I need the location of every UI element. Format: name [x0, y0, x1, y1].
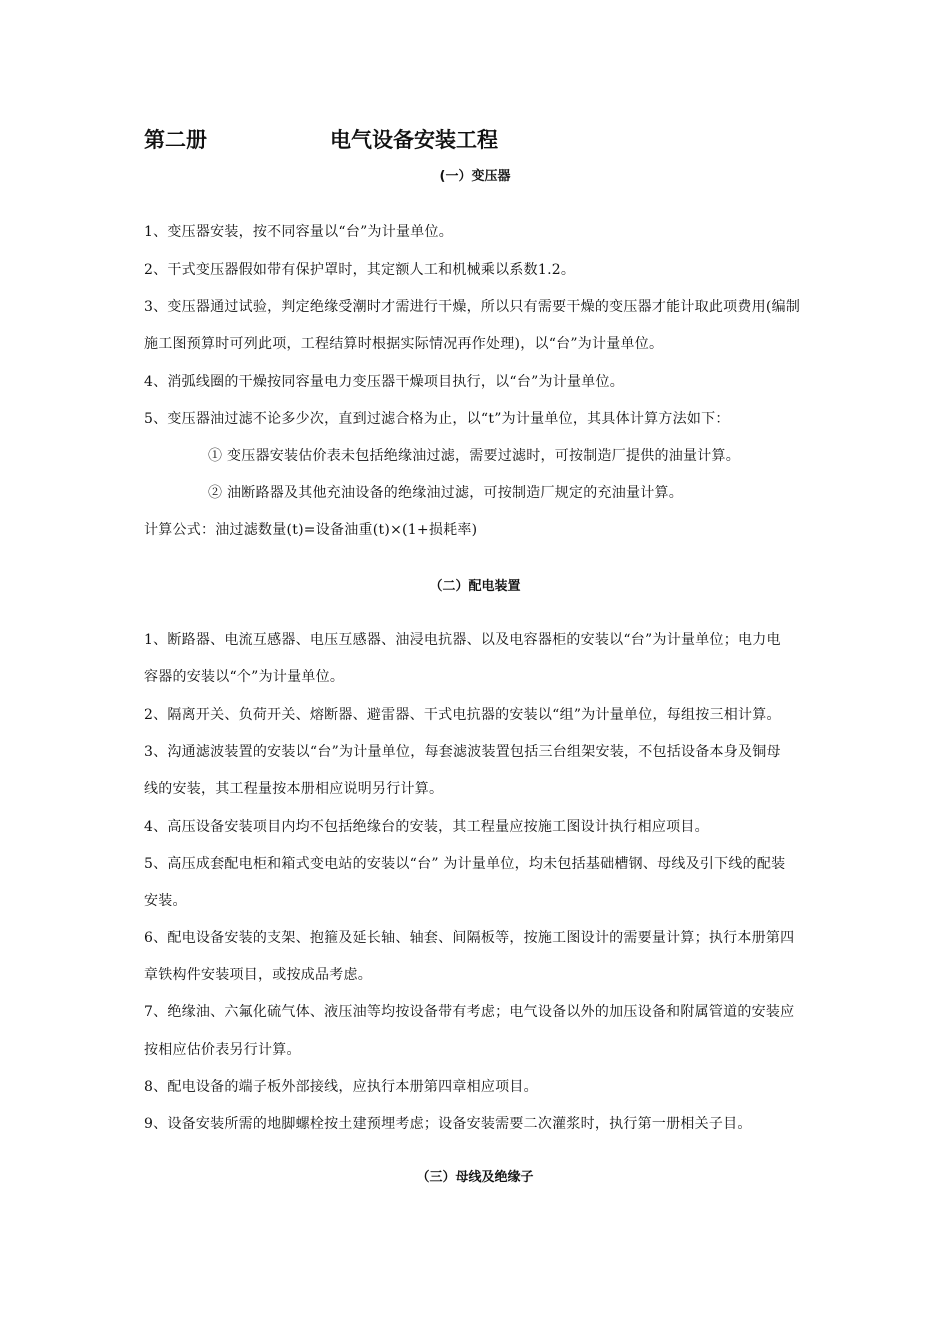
paragraph-line: 1、变压器安装，按不同容量以“台”为计量单位。 [144, 224, 453, 240]
paragraph-line: 4、消弧线圈的干燥按同容量电力变压器干燥项目执行，以“台”为计量单位。 [144, 374, 624, 390]
paragraph-line: 7、绝缘油、六氟化硫气体、液压油等均按设备带有考虑；电气设备以外的加压设备和附属管道的安装应 [144, 1004, 795, 1020]
formula-line: 计算公式：油过滤数量(t)=设备油重(t)×(1+损耗率) [144, 522, 478, 538]
paragraph-line: 容器的安装以“个”为计量单位。 [144, 669, 345, 685]
paragraph-line: 4、高压设备安装项目内均不包括绝缘台的安装，其工程量应按施工图设计执行相应项目。 [144, 819, 709, 835]
paragraph-line: 线的安装，其工程量按本册相应说明另行计算。 [144, 781, 444, 797]
section-heading: (一）变压器 [439, 169, 511, 184]
paragraph-line: 2、隔离开关、负荷开关、熔断器、避雷器、干式电抗器的安装以“组”为计量单位，每组按三相计算。 [144, 707, 781, 723]
paragraph-line: 8、配电设备的端子板外部接线，应执行本册第四章相应项目。 [144, 1079, 538, 1095]
paragraph-line: 章铁构件安装项目，或按成品考虑。 [144, 967, 372, 983]
paragraph-line: 1、断路器、电流互感器、电压互感器、油浸电抗器、以及电容器柜的安装以“台”为计量单位；电力电 [144, 632, 781, 648]
paragraph-line: 9、设备安装所需的地脚螺栓按土建预埋考虑；设备安装需要二次灌浆时，执行第一册相关子目。 [144, 1116, 752, 1132]
section-heading: （二）配电装置 [429, 579, 521, 594]
paragraph-line: 5、高压成套配电柜和箱式变电站的安装以“台” 为计量单位，均未包括基础槽钢、母线及引下线的配装 [144, 856, 786, 872]
paragraph-line: 3、变压器通过试验，判定绝缘受潮时才需进行干燥，所以只有需要干燥的变压器才能计取此项费用(编制 [144, 299, 801, 315]
volume-name: 电气设备安装工程 [330, 128, 498, 152]
paragraph-line: 6、配电设备安装的支架、抱箍及延长轴、轴套、间隔板等，按施工图设计的需要量计算；执行本册第四 [144, 930, 795, 946]
paragraph-line: ② 油断路器及其他充油设备的绝缘油过滤，可按制造厂规定的充油量计算。 [208, 485, 683, 501]
paragraph-line: 按相应估价表另行计算。 [144, 1042, 301, 1058]
paragraph-line: ① 变压器安装估价表未包括绝缘油过滤，需要过滤时，可按制造厂提供的油量计算。 [208, 448, 740, 464]
paragraph-line: 5、变压器油过滤不论多少次，直到过滤合格为止，以“t”为计量单位，其具体计算方法如下： [144, 411, 730, 427]
volume-label: 第二册 [144, 128, 207, 152]
section-heading: （三）母线及绝缘子 [416, 1170, 534, 1185]
paragraph-line: 3、沟通滤波装置的安装以“台”为计量单位，每套滤波装置包括三台组架安装，不包括设备本身及铜母 [144, 744, 781, 760]
page-title [144, 124, 498, 154]
paragraph-line: 2、干式变压器假如带有保护罩时，其定额人工和机械乘以系数1.2。 [144, 262, 576, 278]
paragraph-line: 施工图预算时可列此项，工程结算时根据实际情况再作处理)，以“台”为计量单位。 [144, 336, 664, 352]
paragraph-line: 安装。 [144, 893, 187, 909]
